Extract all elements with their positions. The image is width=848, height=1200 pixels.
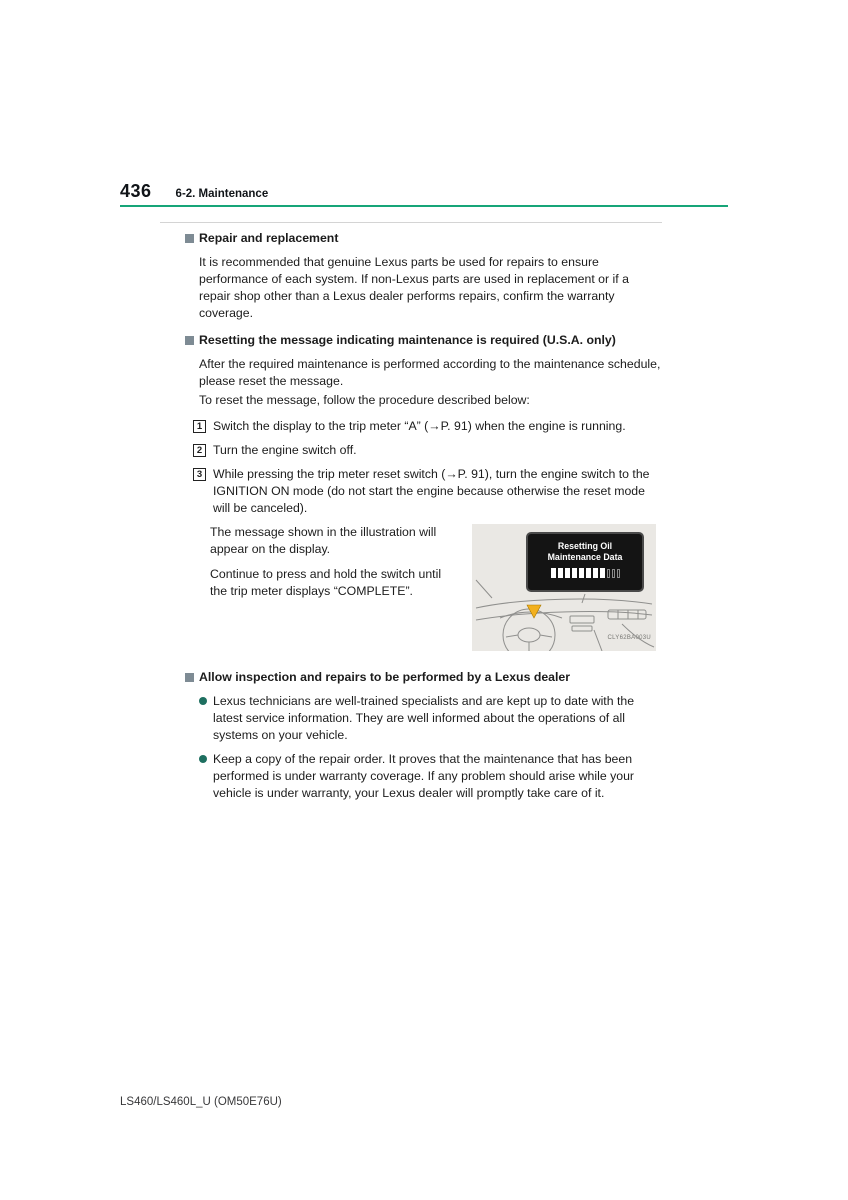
square-bullet-icon — [185, 673, 194, 682]
paragraph-resetting-intro: After the required maintenance is performed according to the maintenance schedule, please reset the message. — [199, 357, 661, 388]
procedure-step-1 — [193, 418, 663, 435]
chapter-title: 6-2. Maintenance — [175, 188, 269, 200]
paragraph-resetting-procedure: To reset the message, follow the procedure described below: — [199, 393, 530, 407]
illustration-code: CLY62BA003U — [607, 635, 651, 641]
display-text-line2: Maintenance Data — [547, 552, 623, 562]
illustration-row — [210, 524, 663, 651]
oil-maintenance-display — [526, 532, 644, 592]
procedure-step-3 — [193, 466, 663, 517]
section-title-text: Resetting the message indicating maintenance is required (U.S.A. only) — [199, 333, 616, 347]
round-bullet-icon — [199, 755, 207, 763]
list-item-text: Lexus technicians are well-trained specialists and are kept up to date with the latest service information. They are well informed about the operations of all systems on your vehicle. — [213, 694, 635, 742]
section-heading-dealer — [185, 669, 663, 686]
list-item-text: Keep a copy of the repair order. It proves that the maintenance that has been performed is under warranty coverage. If any problem should arise while your vehicle is under warranty, your Lexus dealer will promptly take care of it. — [213, 752, 635, 800]
note-message-appears: The message shown in the illustration will appear on the display. — [210, 525, 437, 556]
section-heading-repair — [185, 230, 663, 247]
section-heading-resetting — [185, 332, 663, 349]
section-title-text: Repair and replacement — [199, 231, 339, 245]
step-number-badge: 3 — [193, 468, 206, 481]
procedure-step-2 — [193, 442, 663, 459]
step-text: Turn the engine switch off. — [213, 443, 357, 457]
square-bullet-icon — [185, 336, 194, 345]
page-header — [120, 181, 268, 202]
paragraph-repair-body: It is recommended that genuine Lexus parts be used for repairs to ensure performance of each system. If non-Lexus parts are used in replacement or if a repair shop other than a Lexus dealer performs repairs, confirm the warranty coverage. — [199, 255, 629, 320]
illustration-notes — [210, 524, 460, 651]
page-content — [185, 230, 663, 809]
step-number-badge: 1 — [193, 420, 206, 433]
display-text-line1: Resetting Oil — [557, 541, 613, 551]
display-bars — [528, 568, 642, 578]
page-number: 436 — [120, 181, 152, 201]
dashboard-illustration — [472, 524, 656, 651]
step-text: Switch the display to the trip meter “A” (→P. 91) when the engine is running. — [213, 419, 626, 433]
list-item-technicians — [199, 693, 663, 744]
header-subrule — [160, 222, 662, 223]
round-bullet-icon — [199, 697, 207, 705]
header-rule — [120, 205, 728, 207]
list-item-repair-order — [199, 751, 663, 802]
page-footer: LS460/LS460L_U (OM50E76U) — [120, 1096, 282, 1108]
note-hold-switch: Continue to press and hold the switch until the trip meter displays “COMPLETE”. — [210, 567, 442, 598]
step-text: While pressing the trip meter reset switch (→P. 91), turn the engine switch to the IGNITION ON mode (do not start the engine because otherwise the reset mode will be canceled). — [213, 467, 650, 515]
square-bullet-icon — [185, 234, 194, 243]
step-number-badge: 2 — [193, 444, 206, 457]
section-title-text: Allow inspection and repairs to be performed by a Lexus dealer — [199, 670, 571, 684]
